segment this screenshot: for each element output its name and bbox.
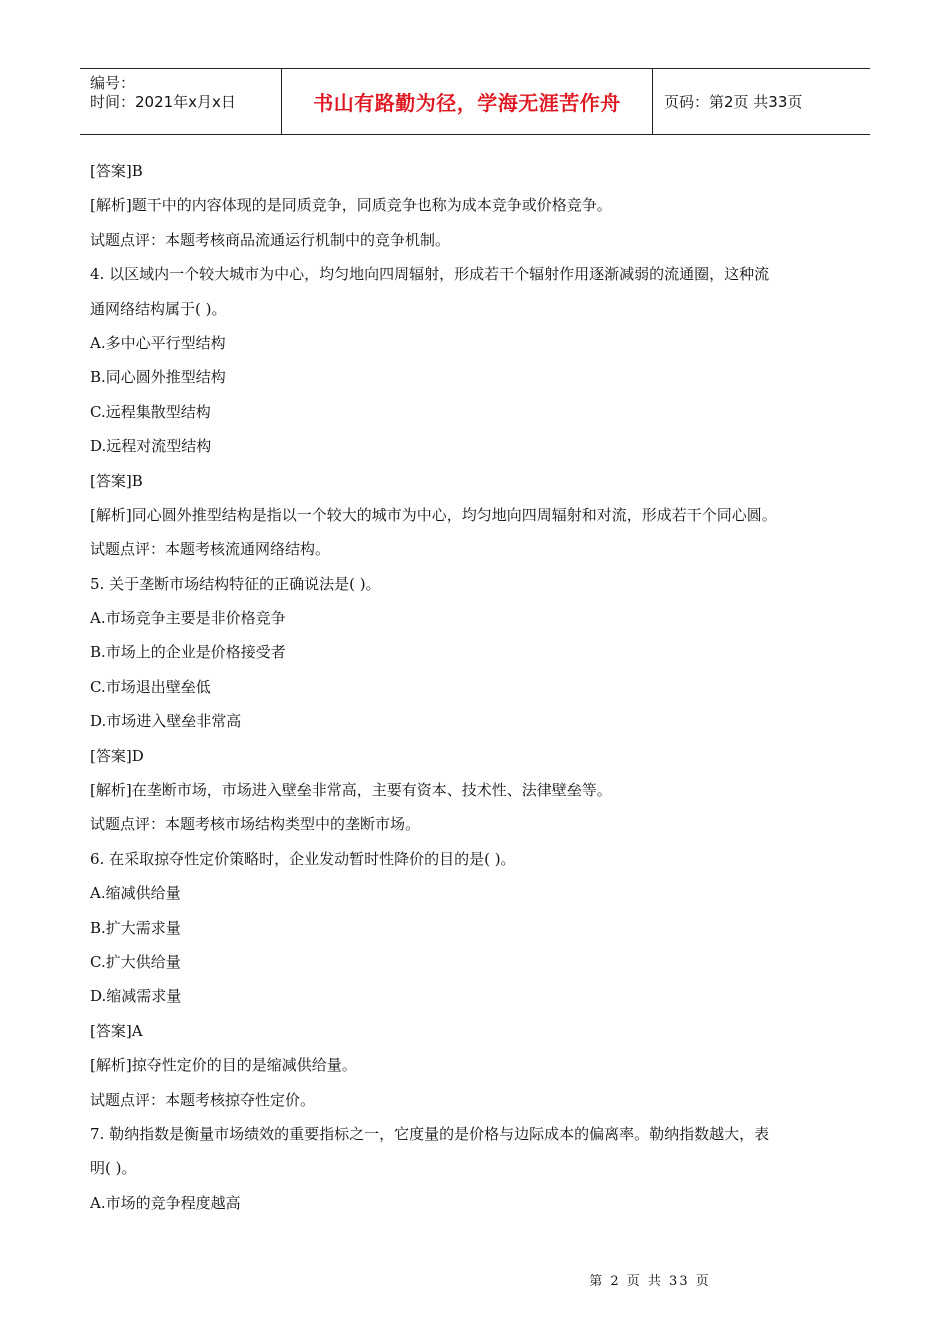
text-line: 试题点评：本题考核市场结构类型中的垄断市场。 (90, 815, 421, 834)
document-body (90, 154, 870, 1220)
text-line: D.市场进入壁垒非常高 (90, 712, 242, 731)
text-line: [答案]D (90, 746, 144, 765)
text-line: A.市场竞争主要是非价格竞争 (90, 609, 286, 628)
text-line: 试题点评：本题考核流通网络结构。 (90, 540, 331, 559)
header-meta (80, 69, 280, 134)
text-line: C.远程集散型结构 (90, 402, 211, 421)
document-date-label: 时间：2021年x月x日 (90, 93, 236, 111)
text-line: [解析]掠夺性定价的目的是缩减供给量。 (90, 1056, 357, 1075)
document-number-label: 编号： (90, 74, 136, 92)
text-line: 试题点评：本题考核商品流通运行机制中的竞争机制。 (90, 230, 451, 249)
text-line: B.扩大需求量 (90, 918, 181, 937)
text-line: 7. 勒纳指数是衡量市场绩效的重要指标之一，它度量的是价格与边际成本的偏离率。勒纳指数越大，表 (90, 1124, 770, 1143)
text-line: [解析]题干中的内容体现的是同质竞争，同质竞争也称为成本竞争或价格竞争。 (90, 196, 612, 215)
text-line: A.缩减供给量 (90, 884, 181, 903)
text-line: [解析]同心圆外推型结构是指以一个较大的城市为中心，均匀地向四周辐射和对流，形成若干个同心圆。 (90, 505, 777, 524)
text-line: 通网络结构属于( )。 (90, 299, 227, 318)
text-line: [答案]B (90, 162, 143, 180)
text-line: [答案]A (90, 1021, 143, 1040)
header-motto: 书山有路勤为径，学海无涯苦作舟 (281, 69, 653, 134)
text-line: D.缩减需求量 (90, 987, 182, 1006)
text-line: 5. 关于垄断市场结构特征的正确说法是( )。 (90, 574, 381, 593)
text-line: [解析]在垄断市场，市场进入壁垒非常高，主要有资本、技术性、法律壁垒等。 (90, 781, 612, 800)
text-line: 4. 以区域内一个较大城市为中心，均匀地向四周辐射，形成若干个辐射作用逐渐减弱的流通圈，这种流 (90, 265, 770, 284)
text-line: C.市场退出壁垒低 (90, 677, 211, 696)
text-line: [答案]B (90, 471, 143, 490)
text-line: A.多中心平行型结构 (90, 333, 226, 352)
text-line: 6. 在采取掠夺性定价策略时，企业发动暂时性降价的目的是( )。 (90, 849, 516, 868)
header-page-number: 页码：第2页 共33页 (664, 93, 803, 111)
page-header (80, 68, 870, 135)
text-line: 明( )。 (90, 1159, 137, 1178)
text-line: D.远程对流型结构 (90, 437, 212, 456)
text-line: C.扩大供给量 (90, 952, 181, 971)
text-line: 试题点评：本题考核掠夺性定价。 (90, 1090, 316, 1109)
text-line: A.市场的竞争程度越高 (90, 1193, 241, 1212)
text-line: B.市场上的企业是价格接受者 (90, 643, 286, 662)
text-line: B.同心圆外推型结构 (90, 368, 226, 387)
page-footer: 第 2 页 共 33 页 (589, 1274, 711, 1289)
